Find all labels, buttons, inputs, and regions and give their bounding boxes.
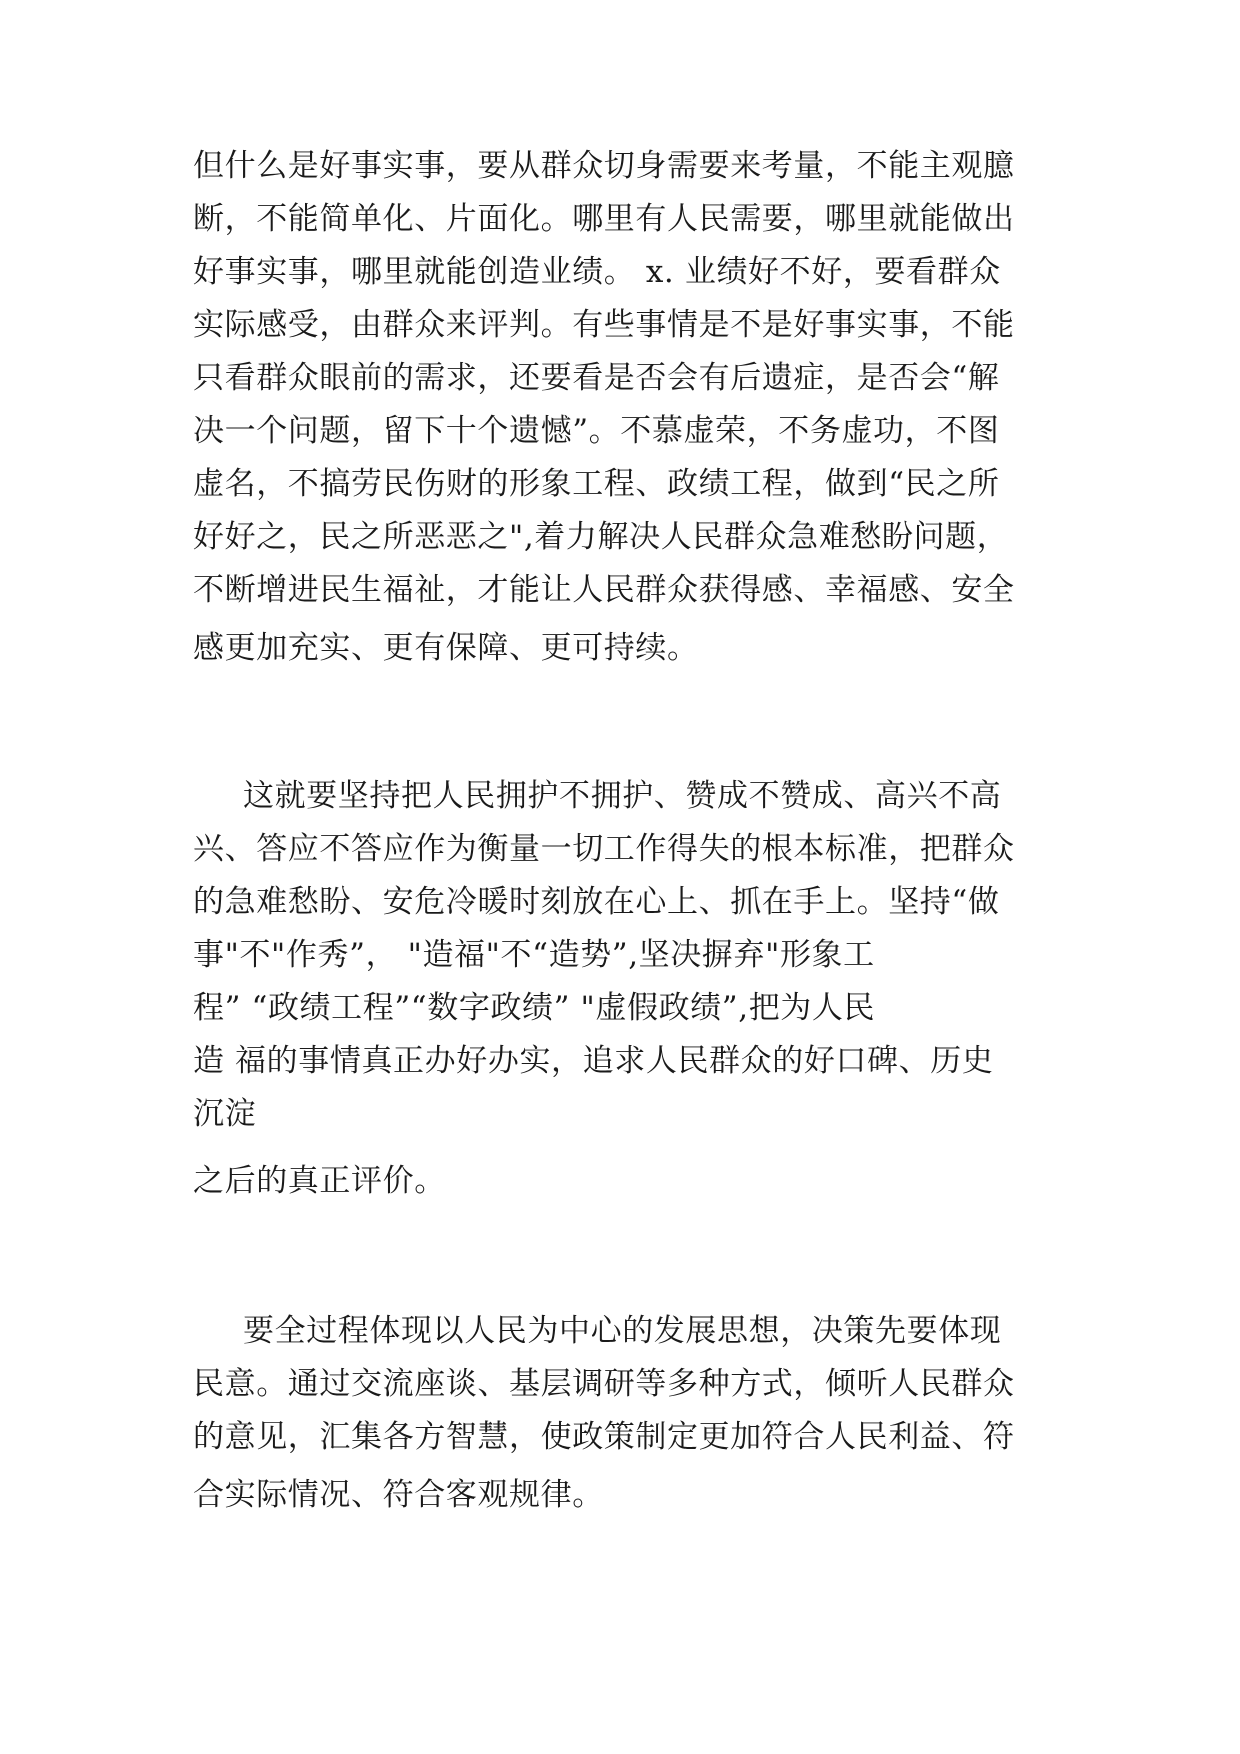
text-line: 的意见，汇集各方智慧，使政策制定更加符合人民利益、符 [193, 1419, 1015, 1455]
text-line: 这就要坚持把人民拥护不拥护、赞成不赞成、高兴不高 [243, 778, 1002, 814]
text-line: 事"不"作秀”， "造福"不“造势”,坚决摒弃"形象工 [193, 937, 875, 973]
text-line: 要全过程体现以人民为中心的发展思想，决策先要体现 [243, 1313, 1002, 1349]
text-line: 合实际情况、符合客观规律。 [193, 1477, 604, 1513]
text-line: 但什么是好事实事，要从群众切身需要来考量，不能主观臆 [193, 148, 1015, 184]
text-line: 好事实事，哪里就能创造业绩。 x. 业绩好不好，要看群众 [193, 254, 1001, 290]
text-line: 程” “政绩工程”“数字政绩” "虚假政绩”,把为人民 [193, 990, 876, 1026]
text-line: 不断增进民生福祉，才能让人民群众获得感、幸福感、安全 [193, 572, 1015, 608]
text-line: 实际感受，由群众来评判。有些事情是不是好事实事，不能 [193, 307, 1015, 343]
text-line: 造 福的事情真正办好办实，追求人民群众的好口碑、历史 [193, 1043, 994, 1079]
text-line: 兴、答应不答应作为衡量一切工作得失的根本标准，把群众 [193, 831, 1015, 867]
text-line: 断，不能简单化、片面化。哪里有人民需要，哪里就能做出 [193, 201, 1015, 237]
text-line: 沉淀 [193, 1096, 257, 1132]
text-line: 民意。通过交流座谈、基层调研等多种方式，倾听人民群众 [193, 1366, 1015, 1402]
text-line: 感更加充实、更有保障、更可持续。 [193, 630, 699, 666]
text-line: 虚名，不搞劳民伤财的形象工程、政绩工程，做到“民之所 [193, 466, 1000, 502]
text-line: 的急难愁盼、安危冷暖时刻放在心上、抓在手上。坚持“做 [193, 884, 1000, 920]
text-line: 决一个问题，留下十个遗憾”。不慕虚荣，不务虚功，不图 [193, 413, 1000, 449]
text-line: 之后的真正评价。 [193, 1163, 446, 1199]
text-line: 只看群众眼前的需求，还要看是否会有后遗症，是否会“解 [193, 360, 1000, 396]
text-line: 好好之，民之所恶恶之",着力解决人民群众急难愁盼问题， [193, 519, 1009, 555]
